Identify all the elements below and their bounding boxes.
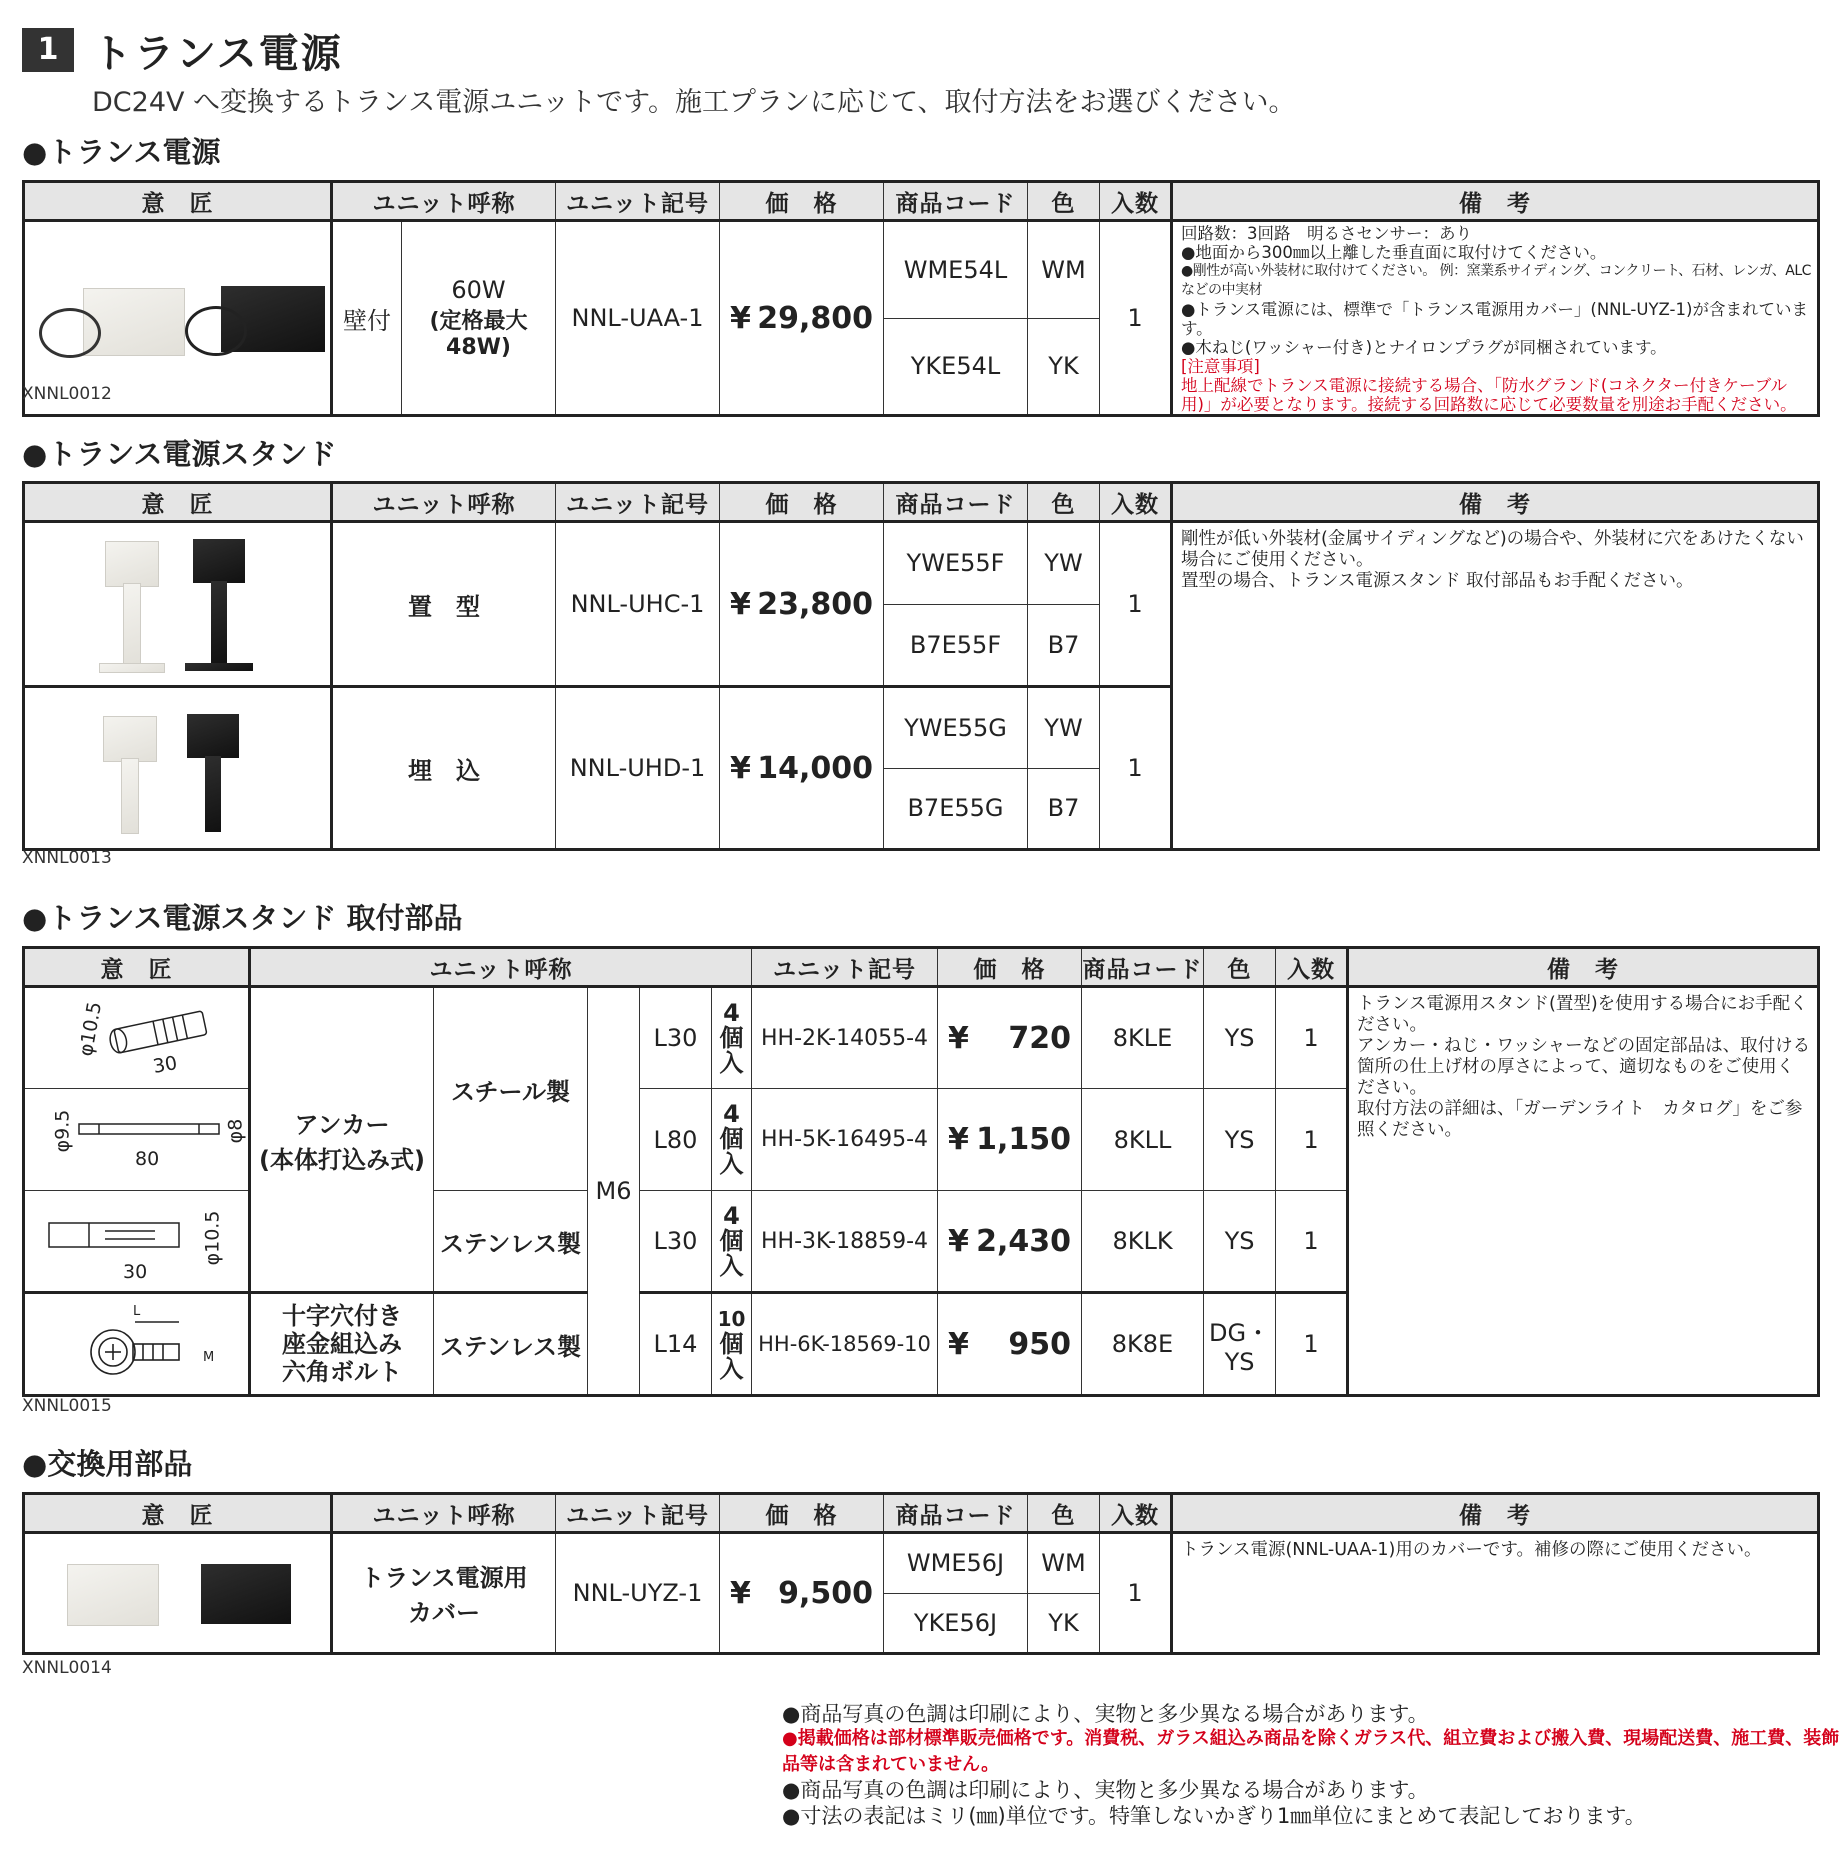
col-unit-name: ユニット呼称: [250, 948, 752, 987]
col-qty: 入数: [1276, 948, 1348, 987]
bolt-drawing: [24, 1293, 250, 1396]
col-qty: 入数: [1100, 182, 1172, 221]
product-code: 8K8E: [1082, 1293, 1204, 1396]
col-design: 意 匠: [24, 948, 250, 987]
col-color: 色: [1204, 948, 1276, 987]
dim-diameter: φ10.5: [201, 1210, 224, 1266]
col-unit-name: ユニット呼称: [332, 182, 556, 221]
dim-length: L: [133, 1304, 141, 1319]
mount-type: 壁付: [332, 221, 402, 416]
unit-code: NNL-UAA-1: [556, 221, 720, 416]
color-code: B7: [1028, 768, 1100, 850]
stand-white-photo: [103, 716, 157, 762]
stand-black-photo: [193, 539, 245, 583]
anchor-l30-drawing: [24, 987, 250, 1089]
price: ¥ 9,500: [720, 1533, 884, 1654]
thread-size: M6: [588, 987, 640, 1396]
product-code: YKE54L: [884, 318, 1028, 416]
unit-name: トランス電源用 カバー: [332, 1533, 556, 1654]
col-product-code: 商品コード: [884, 182, 1028, 221]
product-code: YWE55F: [884, 522, 1028, 605]
color-code: YS: [1204, 1191, 1276, 1293]
col-color: 色: [1028, 1494, 1100, 1533]
dim-diameter: φ8: [224, 1118, 247, 1143]
stand-white-photo: [105, 541, 159, 587]
anchor-l80-drawing: [24, 1089, 250, 1191]
remarks: 剛性が低い外装材(金属サイディングなど)の場合や、外装材に穴をあけたくない場合にご使用ください。 置型の場合、トランス電源スタンド 取付部品もお手配ください。: [1172, 522, 1819, 850]
unit-code: HH-2K-14055-4: [752, 987, 938, 1089]
remarks: トランス電源(NNL-UAA-1)用のカバーです。補修の際にご使用ください。: [1172, 1533, 1819, 1654]
unit-name: 置 型: [332, 522, 556, 687]
product-code: B7E55G: [884, 768, 1028, 850]
color-code: B7: [1028, 604, 1100, 687]
dim-length: 30: [123, 1261, 148, 1283]
col-remarks: 備 考: [1172, 182, 1819, 221]
page-title: トランス電源: [92, 31, 343, 77]
product-code: B7E55F: [884, 604, 1028, 687]
dim-thread: M: [203, 1350, 215, 1365]
col-price: 価 格: [720, 1494, 884, 1533]
unit-code: HH-5K-16495-4: [752, 1089, 938, 1191]
price: ¥ 720: [938, 987, 1082, 1089]
color-code: YK: [1028, 1593, 1100, 1654]
anchor-stainless-drawing: [24, 1191, 250, 1293]
bolt-name: 十字穴付き 座金組込み 六角ボルト: [250, 1293, 434, 1396]
unit-name: 60W (定格最大48W): [402, 221, 556, 416]
section-title-transformer: ● トランス電源: [22, 130, 220, 171]
cable-icon: [185, 306, 247, 356]
footnote: ● 商品写真の色調は印刷により、実物と多少異なる場合があります。: [782, 1774, 1429, 1804]
color-code: YS: [1204, 987, 1276, 1089]
col-product-code: 商品コード: [884, 483, 1028, 522]
color-code: WM: [1028, 1533, 1100, 1594]
table-stand-parts: [22, 946, 1820, 1397]
footnote-price-notice: ● 掲載価格は部材標準販売価格です。消費税、ガラス組込み商品を除くガラス代、組立費および搬入費、現場配送費、施工費、装飾品等は含まれていません。: [782, 1724, 1842, 1776]
col-design: 意 匠: [24, 1494, 332, 1533]
table-transformer: [22, 180, 1820, 417]
dim-diameter: φ9.5: [51, 1109, 74, 1152]
catalog-code: XNNL0013: [22, 848, 112, 868]
col-remarks: 備 考: [1172, 1494, 1819, 1533]
price: ¥ 14,000: [720, 687, 884, 850]
qty: 1: [1276, 987, 1348, 1089]
col-product-code: 商品コード: [1082, 948, 1204, 987]
remarks: 回路数：3回路 明るさセンサー：あり ●地面から300㎜以上離した垂直面に取付けてください。 ●剛性が高い外装材に取付けてください。 例：窯業系サイディング、コンクリート、石材、レンガ、ALCなどの中実材 ●トランス電源には、標準で「トランス電源用カバー」(NNL-UYZ-1)が含まれています。 ●木ねじ(ワッシャー付き)とナイロンプラグが同梱されています。 [注意事項] 地上配線でトランス電源に接続する場合、「防水グランド(コネクター付きケーブル用)」が必要となります。接続する回路数に応じて必要数量を別途お手配ください。: [1172, 221, 1819, 416]
anchor-name: アンカー (本体打込み式): [250, 987, 434, 1293]
anchor-diagram-icon: [85, 1000, 235, 1060]
qty: 1: [1100, 687, 1172, 850]
product-code: YWE55G: [884, 687, 1028, 769]
section-title-stand-parts: ● トランス電源スタンド 取付部品: [22, 896, 463, 937]
footnote: ● 寸法の表記はミリ(㎜)単位です。特筆しないかぎり1㎜単位にまとめて表記しております。: [782, 1800, 1646, 1830]
qty: 1: [1276, 1191, 1348, 1293]
bolt-diagram-icon: [75, 1312, 225, 1384]
col-product-code: 商品コード: [884, 1494, 1028, 1533]
chapter-number: 1: [22, 28, 74, 72]
material: スチール製: [434, 987, 588, 1191]
unit-name: 埋 込: [332, 687, 556, 850]
qty: 1: [1100, 221, 1172, 416]
pack-qty: 4 個 入: [712, 987, 752, 1089]
col-price: 価 格: [720, 483, 884, 522]
color-code: YK: [1028, 318, 1100, 416]
color-code: YW: [1028, 687, 1100, 769]
product-code: 8KLL: [1082, 1089, 1204, 1191]
length: L14: [640, 1293, 712, 1396]
stand-embedded-image: [24, 687, 332, 850]
stand-black-photo: [187, 714, 239, 758]
dim-diameter: φ10.5: [74, 1000, 107, 1058]
unit-code: NNL-UHC-1: [556, 522, 720, 687]
col-unit-code: ユニット記号: [556, 1494, 720, 1533]
page-description: DC24V へ変換するトランス電源ユニットです。施工プランに応じて、取付方法をお選びください。: [92, 87, 1296, 118]
anchor-diagram-icon: [45, 1211, 215, 1261]
product-code: 8KLE: [1082, 987, 1204, 1089]
anchor-diagram-icon: [69, 1116, 229, 1146]
price: ¥ 2,430: [938, 1191, 1082, 1293]
table-replacement: [22, 1492, 1820, 1655]
price: ¥ 1,150: [938, 1089, 1082, 1191]
col-unit-name: ユニット呼称: [332, 483, 556, 522]
price: ¥ 29,800: [720, 221, 884, 416]
col-remarks: 備 考: [1172, 483, 1819, 522]
cable-icon: [39, 308, 101, 358]
unit-code: HH-6K-18569-10: [752, 1293, 938, 1396]
product-code: YKE56J: [884, 1593, 1028, 1654]
col-unit-code: ユニット記号: [752, 948, 938, 987]
col-unit-code: ユニット記号: [556, 483, 720, 522]
material: ステンレス製: [434, 1293, 588, 1396]
unit-code: HH-3K-18859-4: [752, 1191, 938, 1293]
pack-qty: 10 個 入: [712, 1293, 752, 1396]
col-design: 意 匠: [24, 483, 332, 522]
cover-black-photo: [201, 1564, 291, 1624]
table-stand: [22, 481, 1820, 851]
color-code: YS: [1204, 1089, 1276, 1191]
footnote: ● 商品写真の色調は印刷により、実物と多少異なる場合があります。: [782, 1698, 1429, 1728]
material: ステンレス製: [434, 1191, 588, 1293]
section-title-stand: ● トランス電源スタンド: [22, 432, 336, 473]
price: ¥ 950: [938, 1293, 1082, 1396]
section-title-replacement: ● 交換用部品: [22, 1442, 192, 1483]
col-color: 色: [1028, 182, 1100, 221]
product-code: WME56J: [884, 1533, 1028, 1594]
col-color: 色: [1028, 483, 1100, 522]
length: L30: [640, 1191, 712, 1293]
qty: 1: [1100, 1533, 1172, 1654]
product-code: WME54L: [884, 221, 1028, 319]
unit-code: NNL-UHD-1: [556, 687, 720, 850]
pack-qty: 4 個 入: [712, 1191, 752, 1293]
col-unit-code: ユニット記号: [556, 182, 720, 221]
price: ¥ 23,800: [720, 522, 884, 687]
cover-white-photo: [67, 1564, 159, 1626]
color-code: YW: [1028, 522, 1100, 605]
color-code: WM: [1028, 221, 1100, 319]
catalog-code: XNNL0015: [22, 1396, 112, 1416]
col-remarks: 備 考: [1348, 948, 1819, 987]
length: L30: [640, 987, 712, 1089]
col-design: 意 匠: [24, 182, 332, 221]
pack-qty: 4 個 入: [712, 1089, 752, 1191]
qty: 1: [1100, 522, 1172, 687]
qty: 1: [1276, 1293, 1348, 1396]
unit-code: NNL-UYZ-1: [556, 1533, 720, 1654]
catalog-code: XNNL0014: [22, 1658, 112, 1678]
col-price: 価 格: [720, 182, 884, 221]
length: L80: [640, 1089, 712, 1191]
catalog-code: XNNL0012: [22, 384, 112, 404]
color-code: DG・ YS: [1204, 1293, 1276, 1396]
remarks: トランス電源用スタンド(置型)を使用する場合にお手配ください。 アンカー・ねじ・ワッシャーなどの固定部品は、取付ける箇所の仕上げ材の厚さによって、適切なものをご使用ください。 取付方法の詳細は、「ガーデンライト カタログ」をご参照ください。: [1348, 987, 1819, 1396]
col-qty: 入数: [1100, 1494, 1172, 1533]
cover-image: [24, 1533, 332, 1654]
dim-length: 80: [135, 1147, 160, 1170]
col-price: 価 格: [938, 948, 1082, 987]
col-qty: 入数: [1100, 483, 1172, 522]
col-unit-name: ユニット呼称: [332, 1494, 556, 1533]
dim-length: 30: [151, 1052, 179, 1078]
stand-floor-image: [24, 522, 332, 687]
product-code: 8KLK: [1082, 1191, 1204, 1293]
qty: 1: [1276, 1089, 1348, 1191]
